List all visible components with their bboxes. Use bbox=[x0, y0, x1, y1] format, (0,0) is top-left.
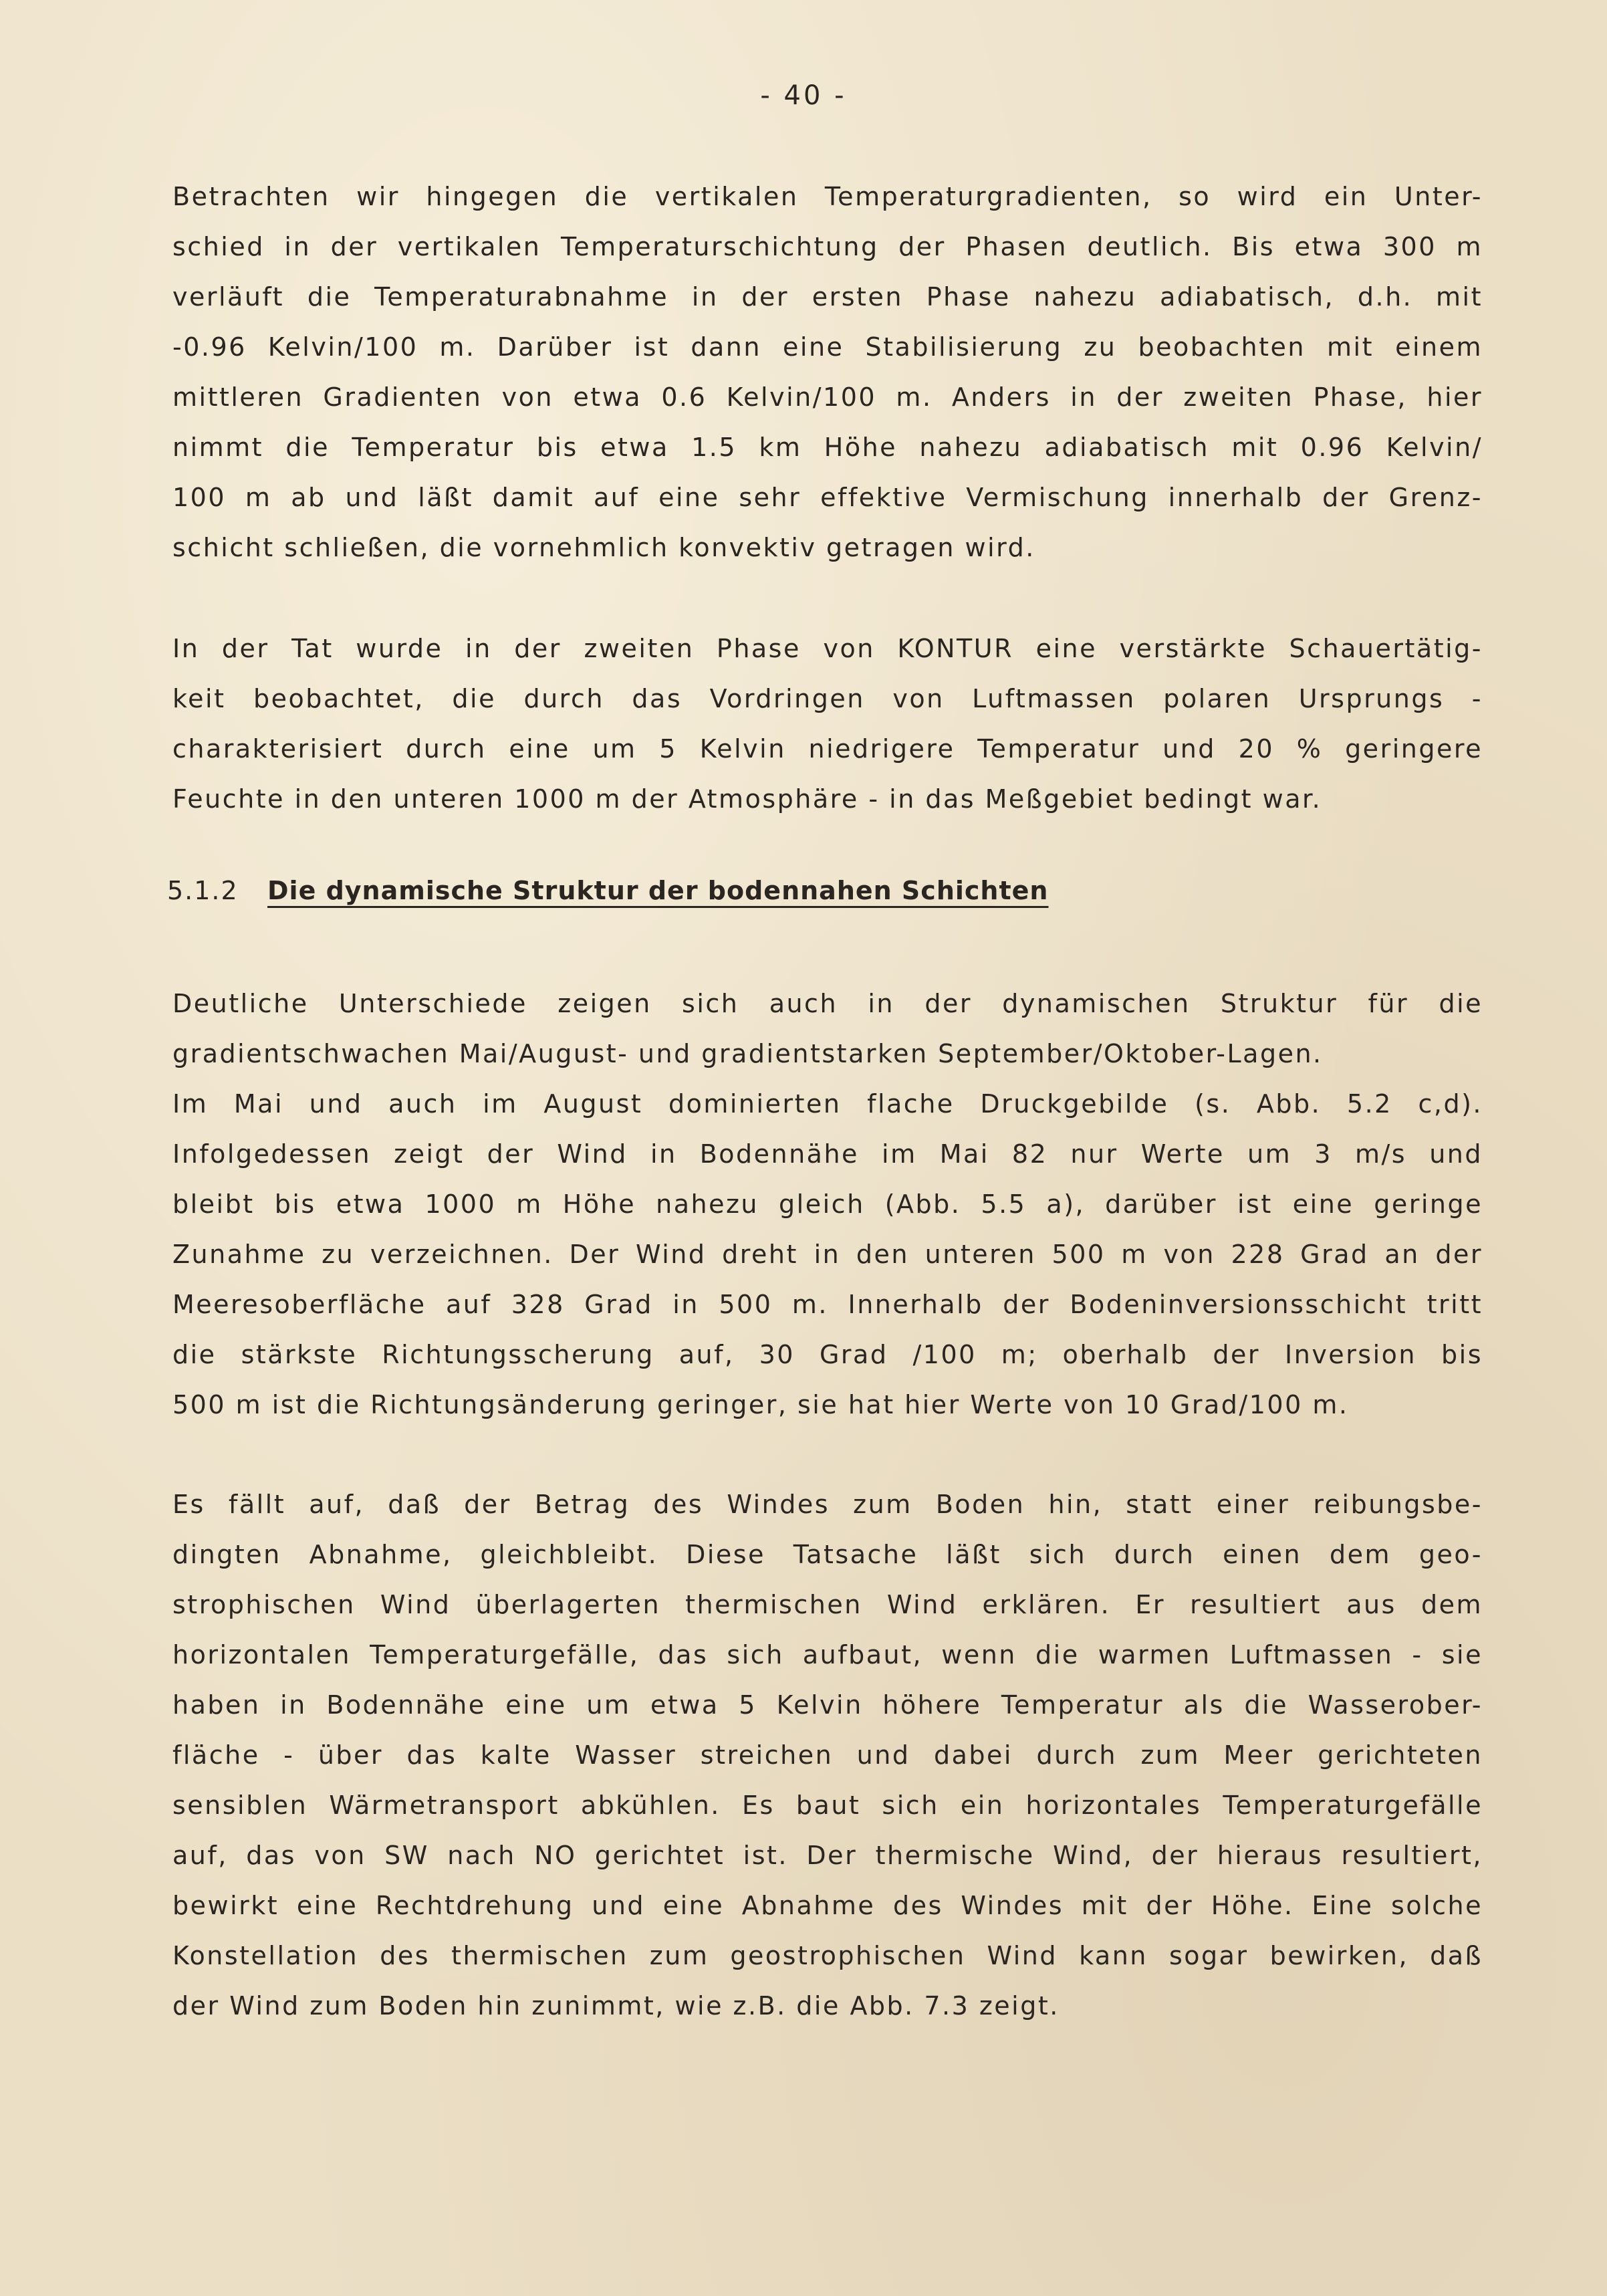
text-line: Es fällt auf, daß der Betrag des Windes zum Boden hin, statt einer reibungsbe- bbox=[172, 1490, 1483, 1519]
text-line: Infolgedessen zeigt der Wind in Bodennähe im Mai 82 nur Werte um 3 m/s und bbox=[172, 1139, 1483, 1169]
text-line: Konstellation des thermischen zum geostrophischen Wind kann sogar bewirken, daß bbox=[172, 1941, 1483, 1970]
paragraph-1 bbox=[172, 172, 1483, 573]
text-line: keit beobachtet, die durch das Vordringen von Luftmassen polaren Ursprungs - bbox=[172, 684, 1483, 713]
paragraph-4 bbox=[172, 1480, 1483, 2031]
text-line: verläuft die Temperaturabnahme in der ersten Phase nahezu adiabatisch, d.h. mit bbox=[172, 282, 1483, 312]
text-line: Im Mai und auch im August dominierten flache Druckgebilde (s. Abb. 5.2 c,d). bbox=[172, 1089, 1483, 1119]
section-title: Die dynamische Struktur der bodennahen Schichten bbox=[267, 876, 1049, 905]
text-line: haben in Bodennähe eine um etwa 5 Kelvin höhere Temperatur als die Wasserober- bbox=[172, 1690, 1483, 1720]
text-line: gradientschwachen Mai/August- und gradientstarken September/Oktober-Lagen. bbox=[172, 1039, 1323, 1068]
text-line: Betrachten wir hingegen die vertikalen Temperaturgradienten, so wird ein Unter- bbox=[172, 182, 1483, 211]
text-line: Deutliche Unterschiede zeigen sich auch in der dynamischen Struktur für die bbox=[172, 989, 1483, 1018]
text-line: strophischen Wind überlagerten thermischen Wind erklären. Er resultiert aus dem bbox=[172, 1590, 1483, 1619]
text-line: horizontalen Temperaturgefälle, das sich aufbaut, wenn die warmen Luftmassen - sie bbox=[172, 1640, 1483, 1670]
page-number: - 40 - bbox=[760, 80, 847, 111]
text-line: -0.96 Kelvin/100 m. Darüber ist dann eine Stabilisierung zu beobachten mit einem bbox=[172, 332, 1483, 362]
text-line: mittleren Gradienten von etwa 0.6 Kelvin/100 m. Anders in der zweiten Phase, hier bbox=[172, 382, 1483, 412]
text-line: bewirkt eine Rechtdrehung und eine Abnahme des Windes mit der Höhe. Eine solche bbox=[172, 1891, 1483, 1920]
text-line: nimmt die Temperatur bis etwa 1.5 km Höhe nahezu adiabatisch mit 0.96 Kelvin/ bbox=[172, 433, 1483, 462]
text-line: Zunahme zu verzeichnen. Der Wind dreht in den unteren 500 m von 228 Grad an der bbox=[172, 1240, 1483, 1269]
text-line: dingten Abnahme, gleichbleibt. Diese Tatsache läßt sich durch einen dem geo- bbox=[172, 1540, 1483, 1569]
text-line: sensiblen Wärmetransport abkühlen. Es baut sich ein horizontales Temperaturgefälle bbox=[172, 1791, 1483, 1820]
section-number: 5.1.2 bbox=[167, 876, 239, 905]
paragraph-2 bbox=[172, 624, 1483, 824]
section-heading bbox=[167, 876, 1048, 905]
text-line: Feuchte in den unteren 1000 m der Atmosphäre - in das Meßgebiet bedingt war. bbox=[172, 784, 1322, 814]
text-line: fläche - über das kalte Wasser streichen und dabei durch zum Meer gerichteten bbox=[172, 1740, 1483, 1770]
text-line: schicht schließen, die vornehmlich konvektiv getragen wird. bbox=[172, 533, 1035, 562]
text-line: auf, das von SW nach NO gerichtet ist. Der thermische Wind, der hieraus resultiert, bbox=[172, 1841, 1483, 1870]
text-line: bleibt bis etwa 1000 m Höhe nahezu gleich (Abb. 5.5 a), darüber ist eine geringe bbox=[172, 1189, 1483, 1219]
paragraph-3 bbox=[172, 979, 1483, 1430]
text-line: der Wind zum Boden hin zunimmt, wie z.B. die Abb. 7.3 zeigt. bbox=[172, 1991, 1060, 2021]
text-line: die stärkste Richtungsscherung auf, 30 Grad /100 m; oberhalb der Inversion bis bbox=[172, 1340, 1483, 1369]
text-line: Meeresoberfläche auf 328 Grad in 500 m. Innerhalb der Bodeninversionsschicht tritt bbox=[172, 1290, 1483, 1319]
text-line: In der Tat wurde in der zweiten Phase von KONTUR eine verstärkte Schauertätig- bbox=[172, 634, 1483, 663]
text-line: schied in der vertikalen Temperaturschichtung der Phasen deutlich. Bis etwa 300 m bbox=[172, 232, 1483, 261]
text-line: charakterisiert durch eine um 5 Kelvin niedrigere Temperatur und 20 % geringere bbox=[172, 734, 1483, 764]
text-line: 500 m ist die Richtungsänderung geringer, sie hat hier Werte von 10 Grad/100 m. bbox=[172, 1390, 1349, 1419]
text-line: 100 m ab und läßt damit auf eine sehr effektive Vermischung innerhalb der Grenz- bbox=[172, 483, 1483, 512]
